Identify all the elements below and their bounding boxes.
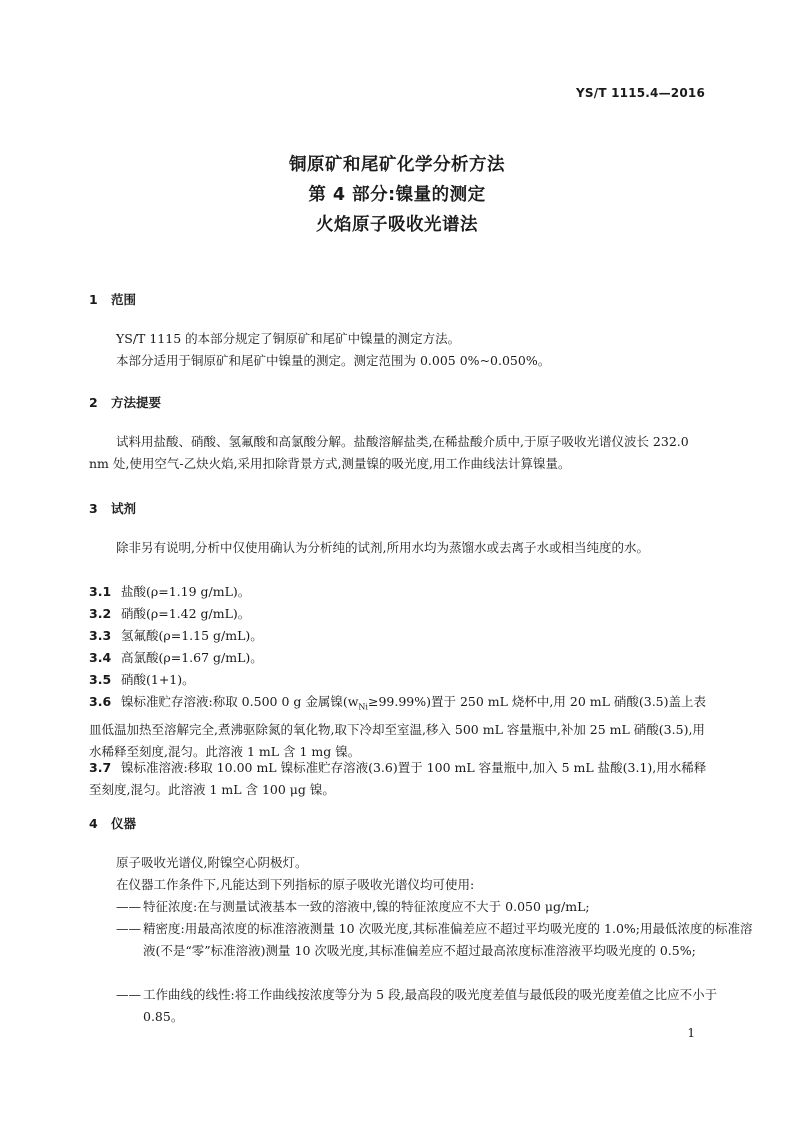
item-text: 氢氟酸(ρ=1.15 g/mL)。 <box>121 628 263 643</box>
instruments-paragraph-1: 原子吸收光谱仪,附镍空心阴极灯。 <box>116 855 308 870</box>
section-number: 4 <box>89 816 98 831</box>
subscript-ni: Ni <box>358 702 368 712</box>
section-number: 1 <box>89 292 98 307</box>
item-text-b: ≥99.99%)置于 250 mL 烧杯中,用 20 mL 硝酸(3.5)盖上表皿低温加热至溶解完全,煮沸驱除氮的氧化物,取下冷却至室温,移入 500 mL 容量瓶中,补加 25 mL 硝酸(3.5),用水稀释至刻度,混匀。此溶液 1 mL 含 1 mg 镍。 <box>89 694 707 759</box>
reagent-item <box>89 581 707 603</box>
section-number: 2 <box>89 395 98 410</box>
section-title: 范围 <box>111 292 137 307</box>
section-title: 试剂 <box>111 501 137 516</box>
title-line-3: 火焰原子吸收光谱法 <box>316 215 478 235</box>
method-paragraph: 试料用盐酸、硝酸、氢氟酸和高氯酸分解。盐酸溶解盐类,在稀盐酸介质中,于原子吸收光谱仪波长 232.0 nm 处,使用空气-乙炔火焰,采用扣除背景方式,测量镍的吸光度,用工作曲线法计算镍量。 <box>89 434 689 471</box>
item-text: 硝酸(ρ=1.42 g/mL)。 <box>121 606 251 621</box>
scope-paragraph-2: 本部分适用于铜原矿和尾矿中镍量的测定。测定范围为 0.005 0%~0.050%。 <box>116 353 551 368</box>
dash-mark: —— <box>116 921 141 936</box>
item-text: 镍标准溶液:移取 10.00 mL 镍标准贮存溶液(3.6)置于 100 mL 容量瓶中,加入 5 mL 盐酸(3.1),用水稀释至刻度,混匀。此溶液 1 mL 含 100 μg 镍。 <box>89 760 707 797</box>
item-number: 3.6 <box>89 694 112 709</box>
item-text: 硝酸(1+1)。 <box>121 672 195 687</box>
item-number: 3.2 <box>89 606 112 621</box>
reagent-item <box>89 647 707 669</box>
section-heading-instruments <box>89 814 136 832</box>
item-number: 3.5 <box>89 672 112 687</box>
scope-paragraph-1: YS/T 1115 的本部分规定了铜原矿和尾矿中镍量的测定方法。 <box>116 331 461 346</box>
reagent-item <box>89 757 707 801</box>
reagent-item <box>89 603 707 625</box>
reagent-item <box>89 691 707 763</box>
reagents-intro: 除非另有说明,分析中仅使用确认为分析纯的试剂,所用水均为蒸馏水或去离子水或相当纯度的水。 <box>116 540 649 555</box>
item-text: 高氯酸(ρ=1.67 g/mL)。 <box>121 650 263 665</box>
document-title <box>0 150 794 240</box>
item-number: 3.4 <box>89 650 112 665</box>
reagent-item <box>89 625 707 647</box>
item-number: 3.7 <box>89 760 112 775</box>
instruments-paragraph-2: 在仪器工作条件下,凡能达到下列指标的原子吸收光谱仪均可使用: <box>116 877 475 892</box>
requirement-text: 特征浓度:在与测量试液基本一致的溶液中,镍的特征浓度应不大于 0.050 μg/mL; <box>143 899 590 914</box>
page-number: 1 <box>687 1026 695 1040</box>
item-text-a: 镍标准贮存溶液:称取 0.500 0 g 金属镍(w <box>121 694 359 709</box>
item-number: 3.3 <box>89 628 112 643</box>
section-number: 3 <box>89 501 98 516</box>
requirement-text: 工作曲线的线性:将工作曲线按浓度等分为 5 段,最高段的吸光度差值与最低段的吸光度差值之比应不小于 0.85。 <box>143 987 718 1024</box>
requirement-item <box>89 918 761 962</box>
title-line-1: 铜原矿和尾矿化学分析方法 <box>289 155 505 175</box>
section-heading-scope <box>89 290 136 308</box>
section-heading-method <box>89 393 161 411</box>
reagent-item <box>89 669 707 691</box>
dash-mark: —— <box>116 987 141 1002</box>
standard-code: YS/T 1115.4—2016 <box>576 86 705 100</box>
section-heading-reagents <box>89 499 136 517</box>
dash-mark: —— <box>116 899 141 914</box>
item-text: 盐酸(ρ=1.19 g/mL)。 <box>121 584 251 599</box>
requirement-item <box>89 896 761 918</box>
item-number: 3.1 <box>89 584 112 599</box>
section-title: 仪器 <box>111 816 137 831</box>
requirement-text: 精密度:用最高浓度的标准溶液测量 10 次吸光度,其标准偏差应不超过平均吸光度的 1.0%;用最低浓度的标准溶液(不是“零”标准溶液)测量 10 次吸光度,其标准偏差应不超过最高浓度标准溶液平均吸光度的 0.5%; <box>143 921 753 958</box>
section-title: 方法提要 <box>111 395 162 410</box>
title-line-2: 第 4 部分:镍量的测定 <box>308 185 486 205</box>
requirement-item <box>89 984 761 1028</box>
